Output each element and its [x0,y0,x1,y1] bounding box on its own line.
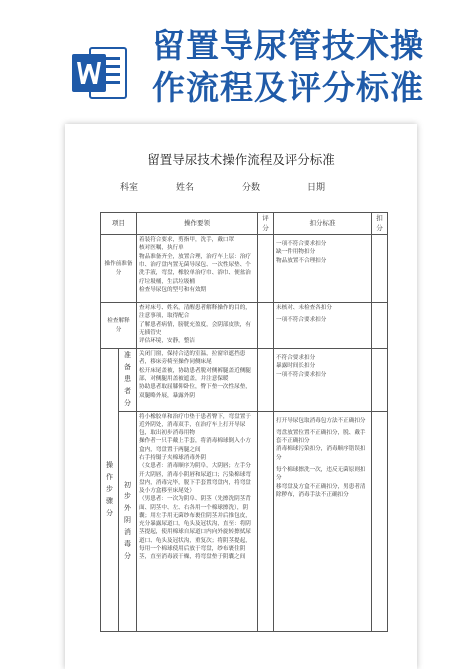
check-label-cell [101,303,137,349]
check-deduct-line: 未核对、未检查各扣分 [276,305,332,312]
prep-requirements [137,235,258,303]
disinfect-deduct-line: 移弯盘及方盒不正确扣分，男患者清除秽布，消毒手法不正确扣分 [276,483,366,498]
patient-deduct-line: 一项不符合要求扣分 [276,371,327,378]
header-requirements: 操作要领 [137,213,258,235]
word-document-icon [70,44,128,102]
prep-label: 操作前准备 [104,261,133,268]
document-title: 留置导尿技术操作流程及评分标准 [147,152,335,167]
check-req-line: 查对床号、姓名，清醒患者解释操作的目的，注意事项，取得配合 [139,305,251,320]
header-row [101,213,388,235]
row-patient-prep [101,349,388,411]
patient-label-cell [119,349,137,411]
check-points: 分 [115,326,122,333]
header-deducted: 扣分 [372,213,388,235]
disinfect-deduct-line: 每个棉球擦洗一次，违反无菌原则扣分 [276,467,366,482]
document-page [65,124,417,669]
prep-label-cell [101,235,137,303]
patient-req-line: 关闭门窗，保持合适的室温，拉窗帘遮挡患者，移床旁椅至操作同侧床尾 [139,351,246,366]
disinfect-deductions [274,411,372,631]
check-deductions [274,303,372,349]
prep-minus-cell [372,235,388,303]
steps-points: 分 [106,508,113,517]
disinfect-deduct-line: 消毒棉球污染扣分，消毒顺序错误扣分 [276,446,366,461]
prep-points: 分 [115,269,122,276]
row-check [101,303,388,349]
prep-deduct-line: 物品放置不合理扣分 [276,257,327,264]
check-points-cell [258,303,274,349]
prep-deduct-line: 缺一件用物扣分 [276,249,316,256]
row-disinfect [101,411,388,631]
disinfect-minus-cell [372,411,388,631]
meta-dept-label: 科室 [120,183,139,193]
prep-points-cell [258,235,274,303]
prep-req-line: 检查导尿包的型号和有效期 [139,286,207,293]
patient-req-line: 协助患者取屈膝仰卧位，臀下垫一次性尿垫，双腿略外展，暴露外阴 [139,384,251,399]
prep-req-line: 物品准备齐全，放置合理，治疗车上层：治疗巾、治疗盘内置无菌导尿包、一次性尿垫、个洗手液，弯盘，橡胶单治疗巾、浴巾、便盆治疗垃圾桶，生活垃圾桶 [139,253,251,285]
prep-req-line: 核对医嘱，执行单 [139,245,184,252]
patient-deduct-line: 暴露时间长扣分 [276,363,316,370]
check-deduct-line: 一项不符合要求扣分 [276,317,327,324]
banner-title-line-1: 留置导尿管技术操 [152,26,424,65]
steps-label-cell [101,349,119,631]
patient-requirements [137,349,258,411]
banner-title-line-2: 作流程及评分标准 [152,68,424,107]
meta-name-label: 姓名 [176,183,195,193]
prep-deductions [274,235,372,303]
disinfect-points-cell [258,411,274,631]
disinfect-points: 分 [124,551,131,560]
row-prep [101,235,388,303]
steps-label: 操作步骤 [106,461,113,505]
patient-minus-cell [372,349,388,411]
check-label: 检查解释 [107,318,130,325]
disinfect-label-cell [119,411,137,631]
disinfect-req-line: 将小橡胶单和治疗巾垫于患者臀下，弯盘置于近外阴处，消毒双手，在治疗车上打开导尿包，取出初步消毒用物 [139,413,251,437]
banner [0,0,474,130]
scoring-table [100,212,388,632]
patient-points-cell [258,349,274,411]
check-requirements [137,303,258,349]
header-points: 评分 [258,213,274,235]
disinfect-req-line: 操作者一只手戴上手套，将消毒棉球倒入小方盒内，弯盘置于两腿之间 [139,438,251,453]
meta-score-label: 分数 [242,183,261,193]
disinfect-req-line: 右手持镊子夹棉球消毒外阴 [139,455,207,461]
patient-deduct-line: 不符合要求扣分 [276,355,316,362]
disinfect-deduct-line: 打开导尿包取消毒包方法不正确扣分 [276,417,366,424]
prep-deduct-line: 一项不符合要求扣分 [276,241,327,248]
header-deduction-standard: 扣分标准 [274,213,372,235]
disinfect-requirements [137,411,258,631]
patient-req-line: 松开床尾盖被，协助患者脱对侧裤腿盖近侧腿部，对侧腿用盖被遮盖，并注意保暖 [139,367,251,383]
check-minus-cell [372,303,388,349]
check-req-line: 评估环境，安静，整洁 [139,338,195,345]
meta-date-label: 日期 [307,183,326,193]
disinfect-deduct-line: 弯盘放置位置不正确扣分，脱、戴手套不正确扣分 [276,429,366,445]
check-req-line: 了解患者病情，膀胱充盈度，会阴部皮肤，有无插管史 [139,321,251,337]
disinfect-label: 初步外阴消毒 [124,480,131,548]
disinfect-req-line: （女患者：消毒顺序为阴阜，大阴唇；左手分开大阴唇，消毒小阴唇和尿道口；污染棉球弯盘内，消毒完毕，脱下手套置弯盘内，将弯盘及小方盒移至床尾处） [139,463,251,495]
patient-label: 准备患者 [124,351,131,395]
patient-points: 分 [124,398,131,407]
prep-req-line: 着装符合要求，剪指甲，洗手，戴口罩 [139,237,235,244]
header-item: 项目 [101,213,137,235]
patient-deductions [274,349,372,411]
disinfect-req-line: （男患者：一次为阴阜、阴茎（先擦洗阴茎背面、阴茎中、左、右各用一个棉球擦洗），阴囊；用左手用无菌纱布裹住阴茎并后推包皮，充分暴露尿道口，龟头及冠状沟，直至：将阴茎提起，使用棉球自尿道口内向外旋转擦拭尿道口、龟头及冠状沟，重复次；将阴茎提起，每用一个棉球使用后放于弯盘，纱布裹住阴茎，直至消毒液干燥，将弯盘垫于阴囊之间 [139,496,251,561]
